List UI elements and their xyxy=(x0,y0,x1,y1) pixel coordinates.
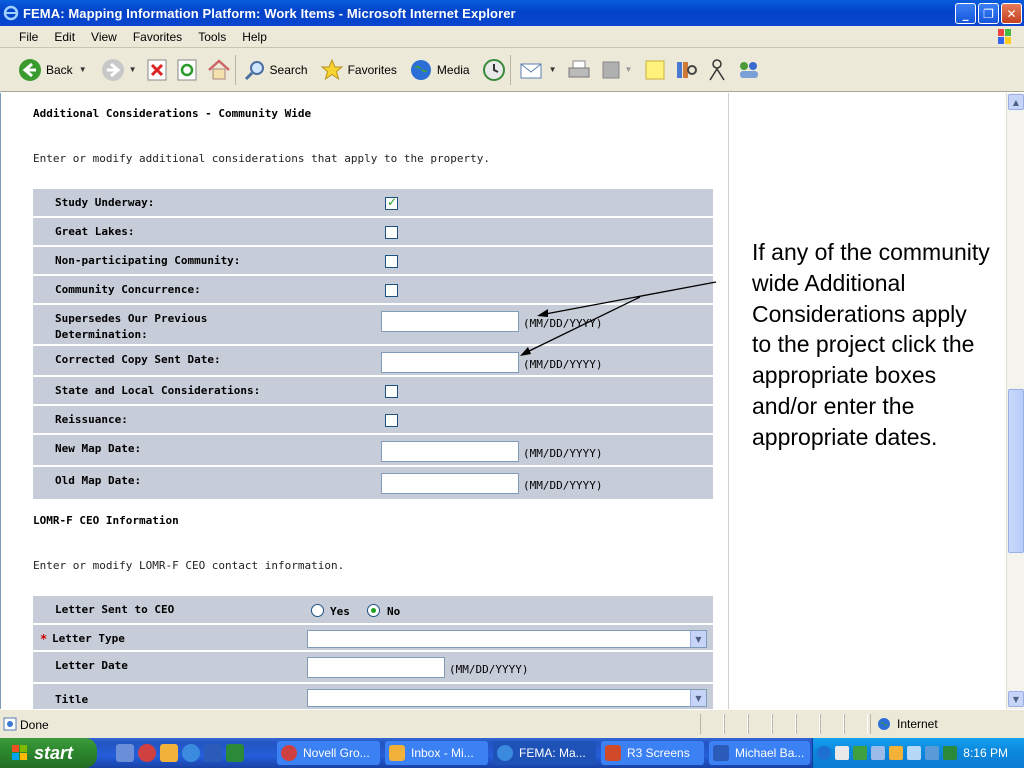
media-globe-icon xyxy=(409,58,433,82)
research-button[interactable] xyxy=(674,52,698,88)
instruction-callout-text: If any of the community wide Additional Considerations apply to the project click the appropriate boxes and/or enter the appropriate dates. xyxy=(752,239,990,450)
supersedes-label-line2: Determination: xyxy=(55,328,148,341)
menu-file[interactable]: File xyxy=(19,29,39,44)
title-select[interactable] xyxy=(307,689,707,707)
chevron-down-icon[interactable]: ▼ xyxy=(690,631,706,647)
edit-dropdown-icon[interactable]: ▼ xyxy=(624,65,633,74)
scroll-down-arrow-icon[interactable]: ▼ xyxy=(1008,691,1024,707)
stop-icon xyxy=(147,59,167,81)
taskbar-clock: 8:16 PM xyxy=(963,746,1008,760)
callout-arrowhead-supersedes xyxy=(537,309,548,317)
new-map-date-format-hint: (MM/DD/YYYY) xyxy=(523,447,603,460)
row-letter-date xyxy=(33,652,713,684)
chevron-down-icon[interactable]: ▼ xyxy=(690,690,706,706)
letter-date-format-hint: (MM/DD/YYYY) xyxy=(449,663,529,676)
mail-icon xyxy=(519,59,545,81)
taskbar-item-label: Michael Ba... xyxy=(735,746,805,760)
letter-type-label-text: Letter Type xyxy=(52,632,125,645)
letter-sent-yes-radio[interactable] xyxy=(311,604,324,617)
restore-button[interactable]: ❐ xyxy=(978,3,999,24)
taskbar-item-novell[interactable] xyxy=(277,741,380,765)
scrollbar-thumb[interactable] xyxy=(1008,389,1024,553)
old-map-date-label: Old Map Date: xyxy=(55,474,142,487)
corrected-copy-format-hint: (MM/DD/YYYY) xyxy=(523,358,603,371)
additional-considerations-heading: Additional Considerations - Community Wide xyxy=(33,107,312,120)
minimize-button[interactable]: _ xyxy=(955,3,976,24)
taskbar-item-inbox[interactable] xyxy=(385,741,488,765)
tray-tools-icon[interactable] xyxy=(925,746,939,760)
state-local-label: State and Local Considerations: xyxy=(55,384,261,397)
menu-favorites[interactable]: Favorites xyxy=(132,29,183,44)
excel-icon[interactable] xyxy=(226,744,244,762)
taskbar xyxy=(0,738,1024,768)
letter-sent-no-label: No xyxy=(387,605,401,618)
home-icon xyxy=(207,59,231,81)
window-title: FEMA: Mapping Information Platform: Work Items - Microsoft Internet Explorer xyxy=(23,5,516,21)
groupwise-icon[interactable] xyxy=(138,744,156,762)
messenger-person-icon xyxy=(706,58,728,82)
refresh-button[interactable] xyxy=(177,52,197,88)
refresh-icon xyxy=(177,59,197,81)
required-asterisk: * xyxy=(40,632,48,646)
callout-arrows xyxy=(0,93,730,493)
history-icon xyxy=(482,58,506,82)
zone-label: Internet xyxy=(897,717,938,731)
print-icon xyxy=(567,59,591,81)
search-icon xyxy=(244,59,266,81)
security-zone xyxy=(870,714,1020,734)
calendar-icon[interactable] xyxy=(160,744,178,762)
research-books-icon xyxy=(674,58,698,82)
letter-type-label xyxy=(40,631,125,647)
media-button[interactable] xyxy=(409,52,472,88)
contacts-button[interactable] xyxy=(736,52,762,88)
back-label: Back xyxy=(46,62,73,77)
callout-arrow-supersedes xyxy=(540,282,716,315)
internet-explorer-icon[interactable] xyxy=(182,744,200,762)
community-concurrence-label: Community Concurrence: xyxy=(55,283,201,296)
forward-button[interactable] xyxy=(101,52,137,88)
taskbar-item-fema[interactable] xyxy=(493,741,596,765)
discuss-button[interactable] xyxy=(644,52,666,88)
tray-app-icon[interactable] xyxy=(943,746,957,760)
favorites-label: Favorites xyxy=(347,62,397,77)
letter-sent-yes-label: Yes xyxy=(330,605,350,618)
internet-explorer-icon xyxy=(3,5,19,21)
tray-signal-icon[interactable] xyxy=(853,746,867,760)
page-done-icon xyxy=(3,717,17,731)
internet-zone-globe-icon xyxy=(877,717,891,731)
row-letter-type xyxy=(33,625,713,652)
mail-button[interactable] xyxy=(519,52,557,88)
edit-button[interactable] xyxy=(601,52,633,88)
back-arrow-icon xyxy=(18,58,42,82)
tray-network-icon[interactable] xyxy=(871,746,885,760)
inbox-task-icon xyxy=(389,745,405,761)
menu-help[interactable]: Help xyxy=(242,29,267,44)
tray-monitor-icon[interactable] xyxy=(907,746,921,760)
ie-task-icon xyxy=(497,745,513,761)
letter-date-input[interactable] xyxy=(307,657,445,678)
back-dropdown-icon[interactable]: ▼ xyxy=(78,65,87,74)
title-label: Title xyxy=(55,693,89,706)
menu-bar xyxy=(0,26,1024,48)
taskbar-item-r3-screens[interactable] xyxy=(601,741,704,765)
callout-arrow-corrected-copy xyxy=(523,297,640,354)
toolbar-separator xyxy=(510,55,511,85)
stop-button[interactable] xyxy=(147,52,167,88)
desktop-icon[interactable] xyxy=(116,744,134,762)
letter-sent-no-radio[interactable] xyxy=(367,604,380,617)
powerpoint-task-icon xyxy=(605,745,621,761)
letter-type-select[interactable] xyxy=(307,630,707,648)
great-lakes-label: Great Lakes: xyxy=(55,225,135,238)
windows-logo-icon xyxy=(990,27,1018,47)
reissuance-label: Reissuance: xyxy=(55,413,128,426)
vertical-scrollbar[interactable] xyxy=(1006,93,1024,709)
taskbar-item-label: Novell Gro... xyxy=(303,746,370,760)
favorites-star-icon xyxy=(320,58,344,82)
system-tray xyxy=(812,738,1024,768)
media-label: Media xyxy=(436,62,470,77)
word-task-icon xyxy=(713,745,729,761)
menu-edit[interactable]: Edit xyxy=(54,29,76,44)
taskbar-item-label: FEMA: Ma... xyxy=(519,746,586,760)
status-text: Done xyxy=(20,718,49,732)
new-map-date-label: New Map Date: xyxy=(55,442,142,455)
additional-considerations-description: Enter or modify additional considerations that apply to the property. xyxy=(33,152,490,165)
taskbar-item-label: R3 Screens xyxy=(627,746,690,760)
windows-flag-icon xyxy=(10,743,30,763)
tray-calendar-icon[interactable] xyxy=(889,746,903,760)
note-icon xyxy=(644,59,666,81)
edit-page-icon xyxy=(601,60,621,80)
contacts-people-icon xyxy=(736,58,762,82)
forward-arrow-icon xyxy=(101,58,125,82)
forward-dropdown-icon[interactable]: ▼ xyxy=(128,65,137,74)
tray-expand-icon[interactable] xyxy=(817,746,831,760)
old-map-date-format-hint: (MM/DD/YYYY) xyxy=(523,479,603,492)
toolbar xyxy=(0,48,1024,92)
history-button[interactable] xyxy=(482,52,506,88)
tray-person-icon[interactable] xyxy=(835,746,849,760)
taskbar-item-michael[interactable] xyxy=(709,741,810,765)
favorites-button[interactable] xyxy=(320,52,399,88)
supersedes-format-hint: (MM/DD/YYYY) xyxy=(523,317,603,330)
status-bar xyxy=(0,709,1024,738)
letter-date-label: Letter Date xyxy=(55,659,128,672)
groupwise-task-icon xyxy=(281,745,297,761)
row-title xyxy=(33,684,713,709)
menu-tools[interactable]: Tools xyxy=(198,29,227,44)
print-button[interactable] xyxy=(567,52,591,88)
close-button[interactable]: ✕ xyxy=(1001,3,1022,24)
scroll-up-arrow-icon[interactable]: ▲ xyxy=(1008,94,1024,110)
callout-arrowhead-corrected-copy xyxy=(520,347,531,356)
ceo-information-description: Enter or modify LOMR-F CEO contact information. xyxy=(33,559,345,572)
non-participating-label: Non-participating Community: xyxy=(55,254,241,267)
row-letter-sent xyxy=(33,596,713,625)
back-button[interactable] xyxy=(18,52,87,88)
corrected-copy-label: Corrected Copy Sent Date: xyxy=(55,353,221,366)
word-icon[interactable] xyxy=(204,744,222,762)
taskbar-item-label: Inbox - Mi... xyxy=(411,746,474,760)
menu-view[interactable]: View xyxy=(91,29,117,44)
start-label: start xyxy=(34,742,74,763)
home-button[interactable] xyxy=(207,52,231,88)
quick-launch xyxy=(116,744,244,762)
title-bar xyxy=(0,0,1024,26)
toolbar-separator xyxy=(235,55,236,85)
messenger-button[interactable] xyxy=(706,52,728,88)
ceo-information-heading: LOMR-F CEO Information xyxy=(33,514,179,527)
mail-dropdown-icon[interactable]: ▼ xyxy=(548,65,557,74)
letter-sent-label: Letter Sent to CEO xyxy=(55,603,175,616)
study-underway-label: Study Underway: xyxy=(55,196,155,209)
search-button[interactable] xyxy=(244,52,310,88)
supersedes-label-line1: Supersedes Our Previous xyxy=(55,312,208,325)
search-label: Search xyxy=(269,62,308,77)
start-button[interactable] xyxy=(0,738,97,768)
